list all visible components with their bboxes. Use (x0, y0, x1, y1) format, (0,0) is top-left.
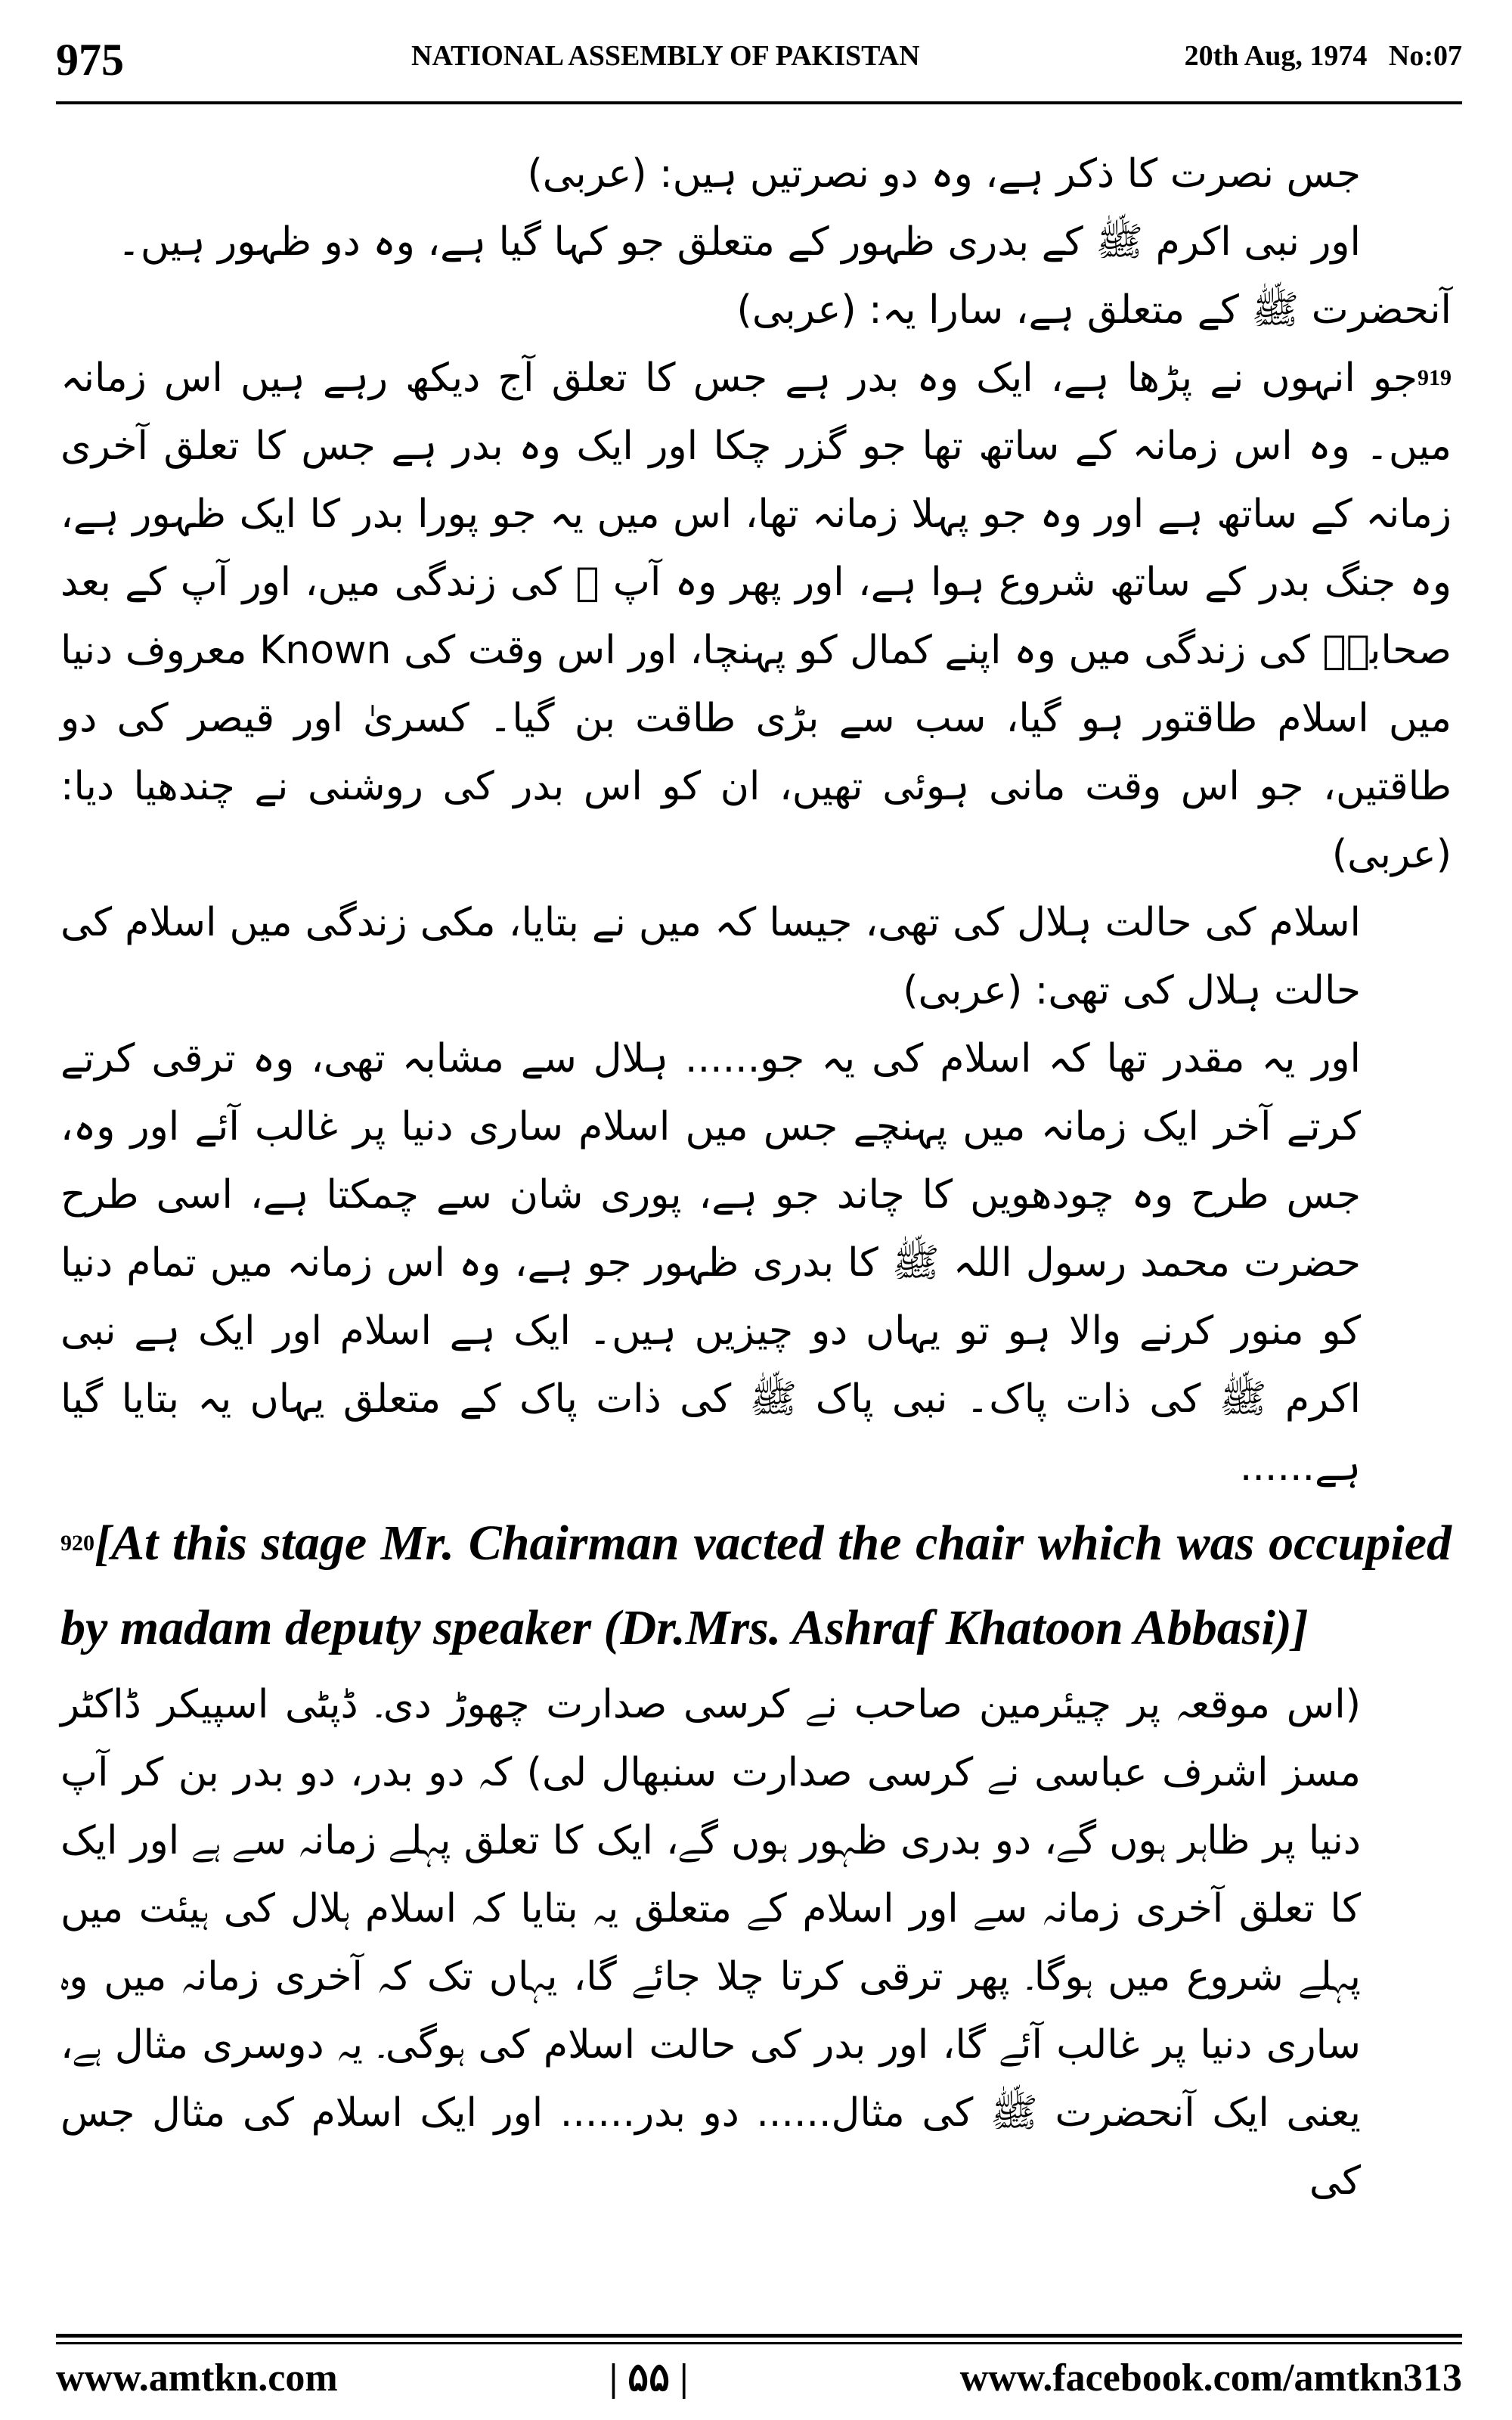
page-header (56, 26, 1462, 94)
urdu-main-text: جو انہوں نے پڑھا ہے، ایک وہ بدر ہے جس کا تعلق آج دیکھ رہے ہیں اس زمانہ میں۔ وہ اس زمانہ کے ساتھ تھا جو گزر چکا اور ایک وہ بدر ہے جس کا تعلق آخری زمانہ کے ساتھ ہے اور وہ جو پہلا زمانہ تھا، اس میں یہ جو پورا بدر کا ایک ظہور ہے، وہ جنگ بدر کے ساتھ شروع ہوا ہے، اور پھر وہ آپ ﷺ کی زندگی میں، اور آپ کے بعد صحابہؓ کی زندگی میں وہ اپنے کمال کو پہنچا، اور اس وقت کی Known معروف دنیا میں اسلام طاقتور ہو گیا، سب سے بڑی طاقت بن گیا۔ کسریٰ اور قیصر کی دو طاقتیں، جو اس وقت مانی ہوئی تھیں، ان کو اس بدر کی روشنی نے چندھیا دیا: (عربی) (60, 355, 1452, 877)
footer-website-link[interactable]: www.amtkn.com (56, 2356, 338, 2400)
header-title: NATIONAL ASSEMBLY OF PAKISTAN (411, 40, 920, 72)
page-footer (56, 2352, 1462, 2405)
footer-rule-thick (56, 2334, 1462, 2338)
header-session-number: No:07 (1388, 40, 1462, 72)
english-note-text: [At this stage Mr. Chairman vacted the chair which was occupied by madam deputy speaker (Dr.Mrs. Ashraf Khatoon Abbasi)] (60, 1516, 1452, 1655)
page-number: 975 (56, 35, 124, 85)
header-rule (56, 101, 1462, 104)
urdu-main-paragraph (60, 344, 1452, 889)
urdu-paragraph-3: آنحضرت ﷺ کے متعلق ہے، سارا یہ: (عربی) (736, 287, 1452, 333)
urdu-paragraph-1: جس نصرت کا ذکر ہے، وہ دو نصرتیں ہیں: (عربی) (527, 151, 1361, 197)
urdu-hilal-paragraph: اسلام کی حالت ہلال کی تھی، جیسا کہ میں نے بتایا، مکی زندگی میں اسلام کی حالت ہلال کی تھی: (عربی) (60, 900, 1361, 1013)
footnote-920: 920 (60, 1531, 94, 1556)
header-date: 20th Aug, 1974 (1184, 40, 1368, 72)
footnote-919: 919 (1418, 365, 1452, 390)
urdu-paragraph-2: اور نبی اکرم ﷺ کے بدری ظہور کے متعلق جو کہا گیا ہے، وہ دو ظہور ہیں۔ (117, 219, 1361, 265)
urdu-muqaddar-paragraph: اور یہ مقدر تھا کہ اسلام کی یہ جو...... ہلال سے مشابہ تھی، وہ ترقی کرتے کرتے آخر ایک زمانہ میں پہنچے جس میں اسلام ساری دنیا پر غالب آئے اور وہ، جس طرح وہ چودھویں کا چاند جو ہے، پوری شان سے چمکتا ہے، اسی طرح حضرت محمد رسول اللہ ﷺ کا بدری ظہور جو ہے، وہ اس زمانہ میں تمام دنیا کو منور کرنے والا ہو تو یہاں دو چیزیں ہیں۔ ایک ہے اسلام اور ایک ہے نبی اکرم ﷺ کی ذات پاک۔ نبی پاک ﷺ کی ذات پاک کے متعلق یہاں یہ بتایا گیا ہے...... (60, 1036, 1361, 1490)
footer-facebook-link[interactable]: www.facebook.com/amtkn313 (959, 2356, 1462, 2400)
footer-page-number: | ۵۵ | (609, 2356, 689, 2400)
urdu-final-paragraph: (اس موقعہ پر چیئرمین صاحب نے کرسی صدارت چھوڑ دی۔ ڈپٹی اسپیکر ڈاکٹر مسز اشرف عباسی نے کرسی صدارت سنبھال لی) کہ دو بدر، دو بدر بن کر آپ دنیا پر ظاہر ہوں گے، دو بدری ظہور ہوں گے، ایک کا تعلق پہلے زمانہ سے ہے اور ایک کا تعلق آخری زمانہ سے اور اسلام کے متعلق یہ بتایا کہ اسلام ہلال کی ہیئت میں پہلے شروع میں ہوگا۔ پھر ترقی کرتا چلا جائے گا، یہاں تک کہ آخری زمانہ میں وہ ساری دنیا پر غالب آئے گا، اور بدر کی حالت اسلام کی ہوگی۔ یہ دوسری مثال ہے، یعنی ایک آنحضرت ﷺ کی مثال...... دو بدر...... اور ایک اسلام کی مثال جس کی (60, 1682, 1361, 2204)
document-body (60, 140, 1452, 2215)
header-date-number (1185, 39, 1462, 73)
footer-rule-thin (56, 2342, 1462, 2344)
english-stage-note (60, 1501, 1452, 1671)
